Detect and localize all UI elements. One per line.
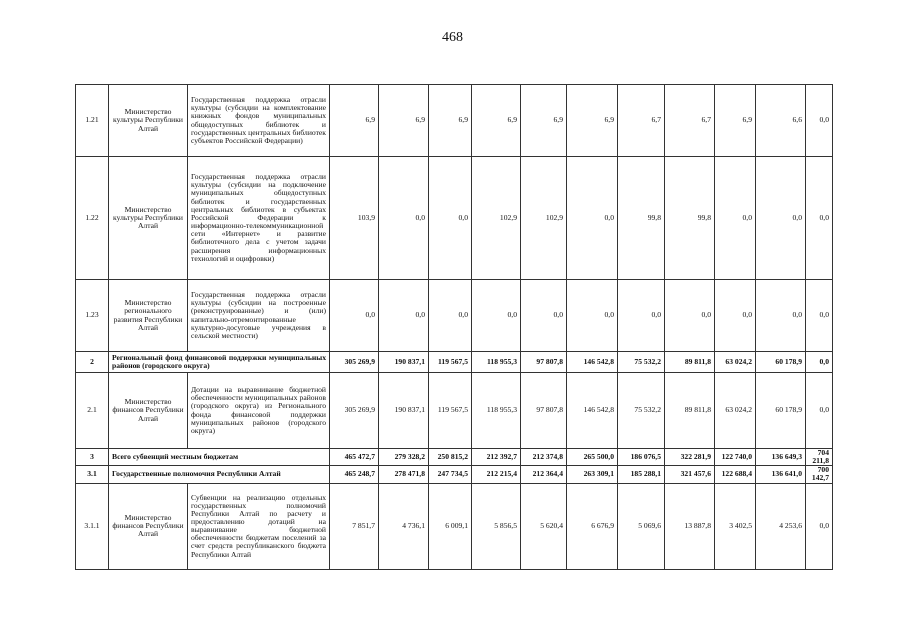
amount-cell: 6,7 bbox=[665, 85, 715, 157]
amount-cell: 13 887,8 bbox=[665, 483, 715, 569]
amount-cell: 704 211,8 bbox=[806, 449, 833, 466]
amount-cell: 75 532,2 bbox=[618, 352, 665, 373]
amount-cell: 5 620,4 bbox=[521, 483, 567, 569]
amount-cell: 6,9 bbox=[330, 85, 379, 157]
row-number-cell: 3.1 bbox=[76, 466, 109, 483]
amount-cell: 0,0 bbox=[429, 157, 472, 280]
amount-cell: 136 649,3 bbox=[756, 449, 806, 466]
amount-cell: 186 076,5 bbox=[618, 449, 665, 466]
amount-cell: 0,0 bbox=[567, 280, 618, 352]
amount-cell: 6 676,9 bbox=[567, 483, 618, 569]
amount-cell: 190 837,1 bbox=[379, 373, 429, 449]
amount-cell: 89 811,8 bbox=[665, 373, 715, 449]
amount-cell: 5 856,5 bbox=[472, 483, 521, 569]
row-number-cell: 1.22 bbox=[76, 157, 109, 280]
amount-cell: 89 811,8 bbox=[665, 352, 715, 373]
amount-cell: 265 500,0 bbox=[567, 449, 618, 466]
amount-cell: 305 269,9 bbox=[330, 352, 379, 373]
amount-cell: 119 567,5 bbox=[429, 352, 472, 373]
amount-cell: 118 955,3 bbox=[472, 373, 521, 449]
amount-cell: 0,0 bbox=[379, 157, 429, 280]
amount-cell: 279 328,2 bbox=[379, 449, 429, 466]
amount-cell: 6,9 bbox=[429, 85, 472, 157]
amount-cell: 4 253,6 bbox=[756, 483, 806, 569]
amount-cell: 0,0 bbox=[806, 85, 833, 157]
amount-cell: 5 069,6 bbox=[618, 483, 665, 569]
organization-cell: Министерство регионального развития Республики Алтай bbox=[109, 280, 188, 352]
description-cell: Государственная поддержка отрасли культуры (субсидии на подключение муниципальных общедоступных библиотек и государственных центральных библиотек в субъектах Российской Федерации к информационно-телекоммуникационной сети «Интернет» и развитие библиотечного дела с учетом задачи расширения информационных технологий и оцифровки) bbox=[188, 157, 330, 280]
amount-cell: 6,6 bbox=[756, 85, 806, 157]
amount-cell: 6,7 bbox=[618, 85, 665, 157]
amount-cell: 0,0 bbox=[806, 483, 833, 569]
amount-cell: 63 024,2 bbox=[715, 352, 756, 373]
amount-cell: 6,9 bbox=[472, 85, 521, 157]
amount-cell: 305 269,9 bbox=[330, 373, 379, 449]
amount-cell: 247 734,5 bbox=[429, 466, 472, 483]
amount-cell: 322 281,9 bbox=[665, 449, 715, 466]
budget-table bbox=[75, 84, 833, 570]
amount-cell: 0,0 bbox=[806, 352, 833, 373]
amount-cell: 263 309,1 bbox=[567, 466, 618, 483]
amount-cell: 212 215,4 bbox=[472, 466, 521, 483]
table-section-row bbox=[76, 466, 833, 483]
table-row bbox=[76, 85, 833, 157]
organization-cell: Министерство финансов Республики Алтай bbox=[109, 373, 188, 449]
organization-cell: Министерство финансов Республики Алтай bbox=[109, 483, 188, 569]
amount-cell: 0,0 bbox=[330, 280, 379, 352]
amount-cell: 0,0 bbox=[806, 280, 833, 352]
description-cell: Государственная поддержка отрасли культуры (субсидии на комплектование книжных фондов муниципальных общедоступных библиотек и государственных центральных библиотек субъектов Российской Федерации) bbox=[188, 85, 330, 157]
amount-cell: 146 542,8 bbox=[567, 373, 618, 449]
amount-cell: 3 402,5 bbox=[715, 483, 756, 569]
amount-cell: 146 542,8 bbox=[567, 352, 618, 373]
amount-cell: 0,0 bbox=[756, 280, 806, 352]
amount-cell: 122 688,4 bbox=[715, 466, 756, 483]
amount-cell: 4 736,1 bbox=[379, 483, 429, 569]
amount-cell: 0,0 bbox=[806, 373, 833, 449]
table-section-row bbox=[76, 352, 833, 373]
section-title-cell: Всего субвенций местным бюджетам bbox=[109, 449, 330, 466]
amount-cell: 0,0 bbox=[618, 280, 665, 352]
amount-cell: 0,0 bbox=[756, 157, 806, 280]
amount-cell: 212 392,7 bbox=[472, 449, 521, 466]
amount-cell: 119 567,5 bbox=[429, 373, 472, 449]
amount-cell: 136 641,0 bbox=[756, 466, 806, 483]
table-row bbox=[76, 280, 833, 352]
amount-cell: 99,8 bbox=[618, 157, 665, 280]
amount-cell: 75 532,2 bbox=[618, 373, 665, 449]
amount-cell: 102,9 bbox=[472, 157, 521, 280]
amount-cell: 63 024,2 bbox=[715, 373, 756, 449]
row-number-cell: 3 bbox=[76, 449, 109, 466]
amount-cell: 0,0 bbox=[715, 157, 756, 280]
row-number-cell: 3.1.1 bbox=[76, 483, 109, 569]
amount-cell: 6,9 bbox=[379, 85, 429, 157]
amount-cell: 7 851,7 bbox=[330, 483, 379, 569]
amount-cell: 465 248,7 bbox=[330, 466, 379, 483]
row-number-cell: 2.1 bbox=[76, 373, 109, 449]
description-cell: Государственная поддержка отрасли культуры (субсидии на построенные (реконструированные) и (или) капитально-отремонтированные культурно-досуговые учреждения в сельской местности) bbox=[188, 280, 330, 352]
amount-cell: 60 178,9 bbox=[756, 352, 806, 373]
amount-cell: 0,0 bbox=[665, 280, 715, 352]
amount-cell: 185 288,1 bbox=[618, 466, 665, 483]
organization-cell: Министерство культуры Республики Алтай bbox=[109, 157, 188, 280]
amount-cell: 0,0 bbox=[715, 280, 756, 352]
table-row bbox=[76, 483, 833, 569]
row-number-cell: 1.23 bbox=[76, 280, 109, 352]
organization-cell: Министерство культуры Республики Алтай bbox=[109, 85, 188, 157]
amount-cell: 250 815,2 bbox=[429, 449, 472, 466]
amount-cell: 122 740,0 bbox=[715, 449, 756, 466]
amount-cell: 0,0 bbox=[806, 157, 833, 280]
table-row bbox=[76, 373, 833, 449]
section-title-cell: Региональный фонд финансовой поддержки муниципальных районов (городского округа) bbox=[109, 352, 330, 373]
amount-cell: 97 807,8 bbox=[521, 352, 567, 373]
section-title-cell: Государственные полномочия Республики Алтай bbox=[109, 466, 330, 483]
description-cell: Субвенции на реализацию отдельных государственных полномочий Республики Алтай по расчету и предоставлению дотаций на выравнивание бюджетной обеспеченности бюджетам поселений за счет средств республиканского бюджета Республики Алтай bbox=[188, 483, 330, 569]
amount-cell: 60 178,9 bbox=[756, 373, 806, 449]
amount-cell: 0,0 bbox=[379, 280, 429, 352]
amount-cell: 321 457,6 bbox=[665, 466, 715, 483]
description-cell: Дотации на выравнивание бюджетной обеспеченности муниципальных районов (городского округа) из Регионального фонда финансовой поддержки муниципальных районов (городского округа) bbox=[188, 373, 330, 449]
amount-cell: 465 472,7 bbox=[330, 449, 379, 466]
row-number-cell: 2 bbox=[76, 352, 109, 373]
amount-cell: 0,0 bbox=[429, 280, 472, 352]
amount-cell: 6 009,1 bbox=[429, 483, 472, 569]
amount-cell: 99,8 bbox=[665, 157, 715, 280]
amount-cell: 0,0 bbox=[472, 280, 521, 352]
amount-cell: 212 364,4 bbox=[521, 466, 567, 483]
amount-cell: 212 374,8 bbox=[521, 449, 567, 466]
amount-cell: 0,0 bbox=[567, 157, 618, 280]
table-section-row bbox=[76, 449, 833, 466]
amount-cell: 0,0 bbox=[521, 280, 567, 352]
amount-cell: 190 837,1 bbox=[379, 352, 429, 373]
page-number: 468 bbox=[442, 30, 463, 45]
row-number-cell: 1.21 bbox=[76, 85, 109, 157]
amount-cell: 6,9 bbox=[715, 85, 756, 157]
amount-cell: 700 142,7 bbox=[806, 466, 833, 483]
amount-cell: 103,9 bbox=[330, 157, 379, 280]
amount-cell: 6,9 bbox=[567, 85, 618, 157]
table-row bbox=[76, 157, 833, 280]
amount-cell: 278 471,8 bbox=[379, 466, 429, 483]
amount-cell: 97 807,8 bbox=[521, 373, 567, 449]
amount-cell: 6,9 bbox=[521, 85, 567, 157]
amount-cell: 102,9 bbox=[521, 157, 567, 280]
amount-cell: 118 955,3 bbox=[472, 352, 521, 373]
